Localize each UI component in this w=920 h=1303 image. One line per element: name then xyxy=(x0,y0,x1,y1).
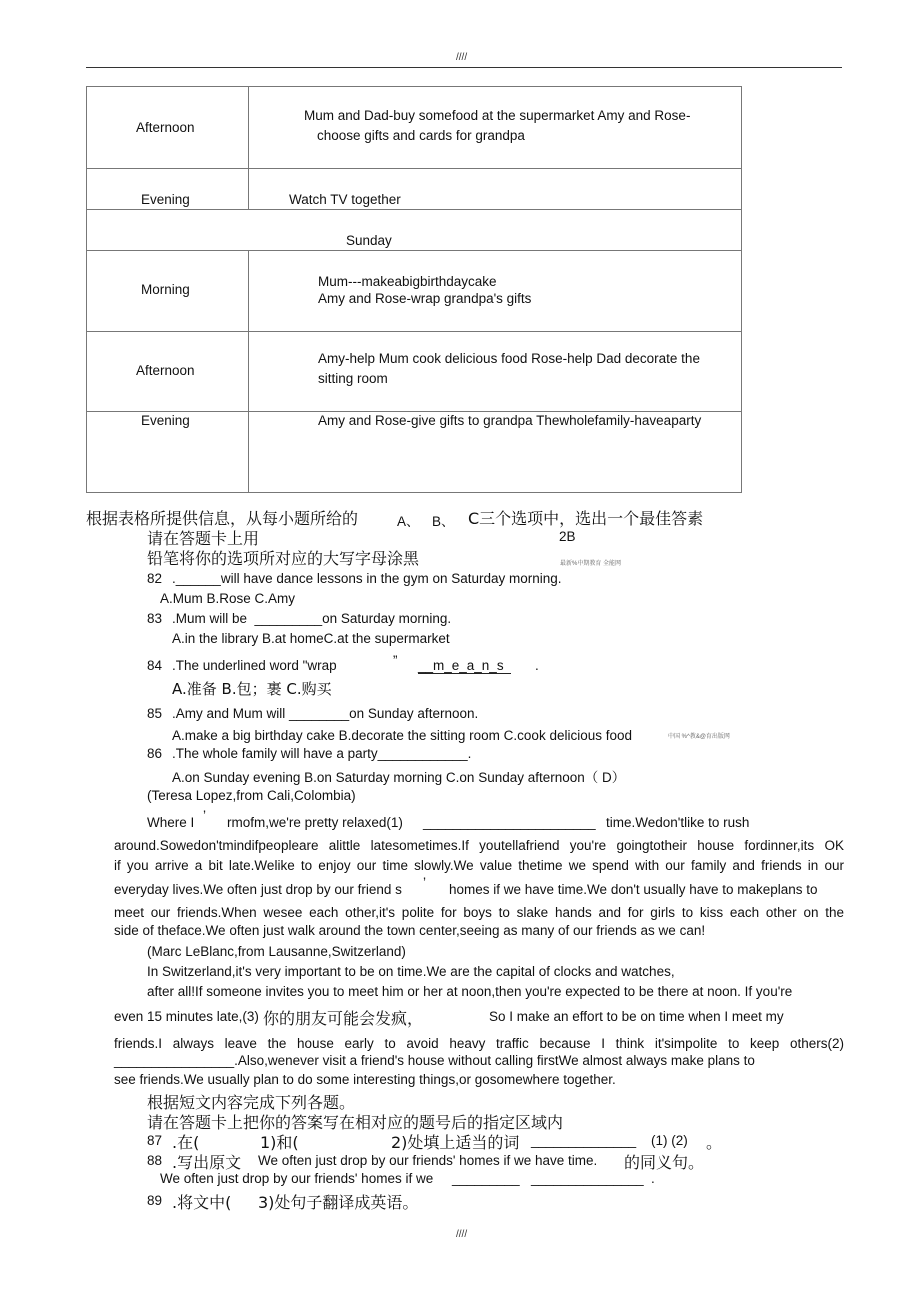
table-row xyxy=(87,87,742,169)
question-text: .写出原文 xyxy=(172,1153,242,1172)
passage-text: see friends.We usually plan to do some interesting things,or gosomewhere together. xyxy=(114,1072,616,1087)
passage-text: time.Wedon'tlike to rush xyxy=(606,815,750,830)
passage-text: rmofm,we're pretty relaxed(1) xyxy=(227,815,403,830)
instruction-text: 铅笔将你的选项所对应的大写字母涂黑 xyxy=(147,549,420,568)
passage-text: So I make an effort to be on time when I meet my xyxy=(489,1009,784,1024)
apostrophe-mark: ’ xyxy=(203,808,206,823)
period-dot: . xyxy=(651,1171,655,1186)
period-label: Afternoon xyxy=(136,120,195,135)
underlined-sentence-3: 你的朋友可能会发疯， xyxy=(263,1009,424,1028)
activity-text: Mum and Dad-buy somefood at the supermarket Amy and Rose- xyxy=(304,108,691,123)
underlined-means: __m_e_a_n_s xyxy=(418,658,504,673)
question-text: .将文中( xyxy=(172,1193,232,1212)
activity-text: Amy and Rose-wrap grandpa's gifts xyxy=(318,291,532,306)
question-text: .______will have dance lessons in the gym on Saturday morning. xyxy=(172,571,562,586)
question-number: 84 xyxy=(147,658,163,673)
question-text: We often just drop by our friends' homes if we have time. xyxy=(258,1153,598,1168)
passage-text: even 15 minutes late,(3) xyxy=(114,1009,259,1024)
question-number: 89 xyxy=(147,1193,163,1208)
apostrophe-mark: ’ xyxy=(423,875,426,890)
schedule-table xyxy=(86,86,742,493)
question-options: A.Mum B.Rose C.Amy xyxy=(160,591,296,606)
question-text: 2)处填上适当的词 xyxy=(391,1133,520,1152)
question-text: (1) (2) xyxy=(651,1133,688,1148)
question-text: .The underlined word "wrap xyxy=(172,658,337,673)
answer-blank-1[interactable]: _______________________ xyxy=(423,815,596,830)
footer-marker: //// xyxy=(456,1229,468,1240)
passage-text: friends.I always leave the house early to avoid heavy traffic because I think it'simpolite to keep others(2) xyxy=(114,1036,844,1051)
answer-blank[interactable]: _________ xyxy=(254,611,323,626)
instruction-text: 请在答题卡上把你的答案写在相对应的题号后的指定区域内 xyxy=(147,1113,564,1132)
question-number: 83 xyxy=(147,611,163,626)
question-text: 的同义句。 xyxy=(624,1153,705,1172)
question-number: 82 xyxy=(147,571,163,586)
instruction-text: 根据短文内容完成下列各题。 xyxy=(147,1093,356,1112)
question-text: 。 xyxy=(706,1133,723,1152)
question-text: .Amy and Mum will ________on Sunday afternoon. xyxy=(172,706,479,721)
passage-text: around.Sowedon'tmindifpeopleare alittle latesometimes.If youtellafriend you're goingtotheir house fordinner,its OK xyxy=(114,838,844,853)
speaker-line: (Teresa Lopez,from Cali,Colombia) xyxy=(147,788,356,803)
passage-text: Where I xyxy=(147,815,195,830)
period-label: Evening xyxy=(141,413,190,428)
activity-text: choose gifts and cards for grandpa xyxy=(317,128,525,143)
passage-text: after all!If someone invites you to meet him or her at noon,then you're expected to be there at noon. If you're xyxy=(147,984,793,999)
instruction-text: 根据表格所提供信息，从每小题所给的 xyxy=(86,509,359,528)
header-rule xyxy=(86,67,842,68)
table-row xyxy=(87,412,742,493)
watermark-text: 最新%中期教育 全能网 xyxy=(560,561,622,567)
watermark-text: 中国 %^教&@育出版网 xyxy=(668,734,730,740)
instruction-text: 请在答题卡上用 xyxy=(147,529,260,548)
table-row xyxy=(87,251,742,332)
question-options: A.make a big birthday cake B.decorate the sitting room C.cook delicious food xyxy=(172,728,632,743)
quote-mark: ” xyxy=(393,653,398,668)
period-label: Evening xyxy=(141,192,190,207)
table-row xyxy=(87,332,742,412)
question-number: 87 xyxy=(147,1133,163,1148)
underline xyxy=(418,673,511,674)
answer-blank[interactable]: ________ xyxy=(289,706,350,721)
passage-text: everyday lives.We often just drop by our friend s xyxy=(114,882,402,897)
question-text: .The whole family will have a party____________. xyxy=(172,746,472,761)
answer-blank[interactable]: ______________ xyxy=(531,1133,637,1148)
option-letter: A、 xyxy=(397,514,420,529)
question-text: 1)和( xyxy=(260,1133,299,1152)
period-label: Morning xyxy=(141,282,190,297)
instruction-text: C三个选项中，选出一个最佳答素 xyxy=(468,509,704,528)
table-row xyxy=(87,169,742,210)
activity-text: Amy-help Mum cook delicious food Rose-help Dad decorate the xyxy=(318,351,700,366)
answer-blank[interactable]: _______________ xyxy=(531,1171,644,1186)
speaker-line: (Marc LeBlanc,from Lausanne,Switzerland) xyxy=(147,944,406,959)
question-number: 86 xyxy=(147,746,163,761)
option-letter: B、 xyxy=(432,514,455,529)
question-number: 88 xyxy=(147,1153,163,1168)
day-heading: Sunday xyxy=(346,233,392,248)
question-text: .Mum will be _________on Saturday morning. xyxy=(172,611,452,626)
passage-text: meet our friends.When wesee each other,it's polite for boys to slake hands and for girls to kiss each other on the xyxy=(114,905,844,920)
question-text: We often just drop by our friends' homes if we xyxy=(160,1171,434,1186)
passage-text: side of theface.We often just walk around the town center,seeing as many of our friends as we can! xyxy=(114,923,706,938)
passage-text: homes if we have time.We don't usually have to makeplans to xyxy=(449,882,818,897)
answer-blank[interactable]: ______ xyxy=(175,571,221,586)
question-number: 85 xyxy=(147,706,163,721)
table-row xyxy=(87,210,742,251)
activity-text: Watch TV together xyxy=(289,192,401,207)
answer-blank[interactable]: _________ xyxy=(452,1171,520,1186)
activity-text: Amy and Rose-give gifts to grandpa Thewholefamily-haveaparty xyxy=(318,413,702,428)
question-options: A.in the library B.at homeC.at the supermarket xyxy=(172,631,450,646)
pencil-grade: 2B xyxy=(559,529,576,544)
header-marker: //// xyxy=(456,52,468,63)
passage-text: In Switzerland,it's very important to be on time.We are the capital of clocks and watches, xyxy=(147,964,675,979)
question-text: .在( xyxy=(172,1133,200,1152)
activity-text: sitting room xyxy=(318,371,388,386)
period-dot: . xyxy=(535,658,539,673)
question-options: A.on Sunday evening B.on Saturday morning C.on Sunday afternoon（ D） xyxy=(172,770,626,785)
activity-text: Mum---makeabigbirthdaycake xyxy=(318,274,497,289)
period-label: Afternoon xyxy=(136,363,195,378)
question-text: 3)处句子翻译成英语。 xyxy=(258,1193,419,1212)
passage-text: if you arrive a bit late.Welike to enjoy our time slowly.We value thetime we spend with our family and friends in our xyxy=(114,858,844,873)
passage-text: ________________.Also,wenever visit a friend's house without calling firstWe almost always make plans to xyxy=(114,1053,755,1068)
question-options: A.准备 B.包；裹 C.购买 xyxy=(172,680,332,698)
